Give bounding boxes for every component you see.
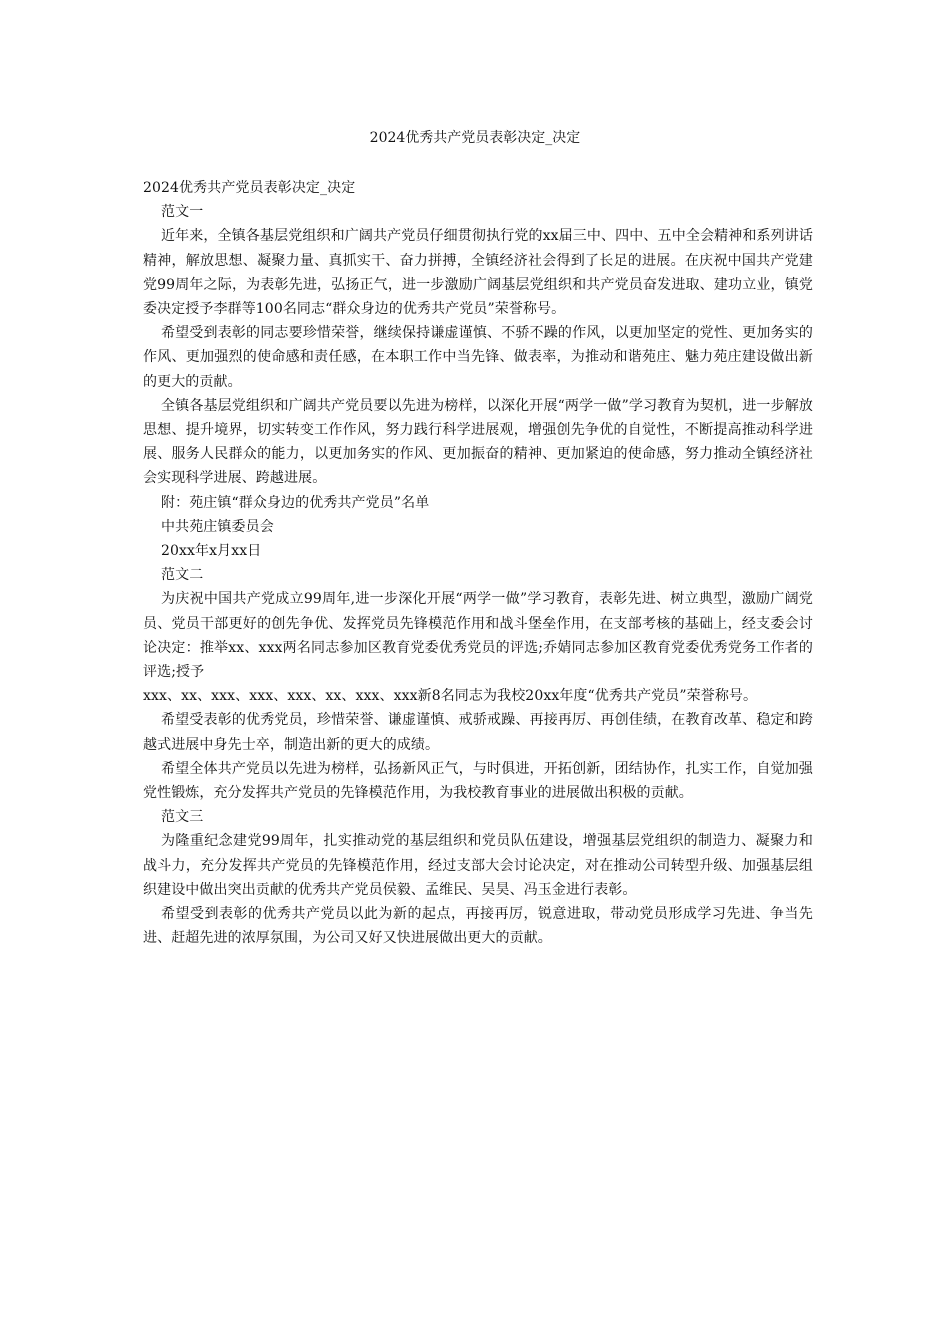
body-paragraph: 希望受到表彰的同志要珍惜荣誉，继续保持谦虚谨慎、不骄不躁的作风，以更加坚定的党性、更加务实的作风、更加强烈的使命感和责任感，在本职工作中当先锋、做表率，为推动和谐苑庄、魅力苑庄建设做出新的更大的贡献。 — [143, 325, 813, 390]
signature-date: 20xx年x月xx日 — [161, 543, 262, 560]
section-label-3: 范文三 — [161, 809, 204, 826]
signature-organization: 中共苑庄镇委员会 — [161, 518, 274, 535]
body-paragraph: 近年来，全镇各基层党组织和广阔共产党员仔细贯彻执行党的xx届三中、四中、五中全会精神和系列讲话精神，解放思想、凝聚力量、真抓实干、奋力拼搏，全镇经济社会得到了长足的进展。在庆祝中国共产党建党99周年之际，为表彰先进，弘扬正气，进一步激励广阔基层党组织和共产党员奋发进取、建功立业，镇党委决定授予李群等100名同志“群众身边的优秀共产党员”荣誉称号。 — [143, 228, 813, 318]
body-paragraph: 希望受表彰的优秀党员，珍惜荣誉、谦虚谨慎、戒骄戒躁、再接再厉、再创佳绩，在教育改革、稳定和跨越式进展中身先士卒，制造出新的更大的成绩。 — [143, 712, 813, 753]
body-paragraph: 希望受到表彰的优秀共产党员以此为新的起点，再接再厉，锐意进取，带动党员形成学习先进、争当先进、赶超先进的浓厚氛围，为公司又好又快进展做出更大的贡献。 — [143, 906, 813, 947]
page-title: 2024优秀共产党员表彰决定_决定 — [369, 130, 581, 146]
body-paragraph: 全镇各基层党组织和广阔共产党员要以先进为榜样，以深化开展“两学一做”学习教育为契机，进一步解放思想、提升境界，切实转变工作作风，努力践行科学进展观，增强创先争优的自觉性，不断提高推动科学进展、服务人民群众的能力，以更加务实的作风、更加振奋的精神、更加紧迫的使命感，努力推动全镇经济社会实现科学进展、跨越进展。 — [143, 397, 813, 487]
body-paragraph: 为庆祝中国共产党成立99周年,进一步深化开展“两学一做”学习教育，表彰先进、树立典型，激励广阔党员、党员干部更好的创先争优、发挥党员先锋模范作用和战斗堡垒作用，在支部考核的基础上，经支委会讨论决定：推举xx、xxx两名同志参加区教育党委优秀党员的评选;乔婧同志参加区教育党委优秀党务工作者的评选;授予 — [143, 591, 813, 681]
document-body — [143, 176, 813, 951]
body-paragraph: 为隆重纪念建党99周年，扎实推动党的基层组织和党员队伍建设，增强基层党组织的制造力、凝聚力和战斗力，充分发挥共产党员的先锋模范作用，经过支部大会讨论决定，对在推动公司转型升级、加强基层组织建设中做出突出贡献的优秀共产党员侯毅、孟维民、吴昊、冯玉金进行表彰。 — [143, 833, 813, 898]
body-paragraph: xxx、xx、xxx、xxx、xxx、xx、xxx、xxx新8名同志为我校20xx年度“优秀共产党员”荣誉称号。 — [143, 688, 758, 705]
body-paragraph: 希望全体共产党员以先进为榜样，弘扬新风正气，与时俱进，开拓创新，团结协作，扎实工作，自觉加强党性锻炼，充分发挥共产党员的先锋模范作用，为我校教育事业的进展做出积极的贡献。 — [143, 760, 813, 802]
attachment-note: 附：苑庄镇“群众身边的优秀共产党员”名单 — [161, 494, 430, 511]
document-heading: 2024优秀共产党员表彰决定_决定 — [143, 180, 356, 196]
section-label-1: 范文一 — [161, 204, 204, 221]
section-label-2: 范文二 — [161, 567, 204, 584]
